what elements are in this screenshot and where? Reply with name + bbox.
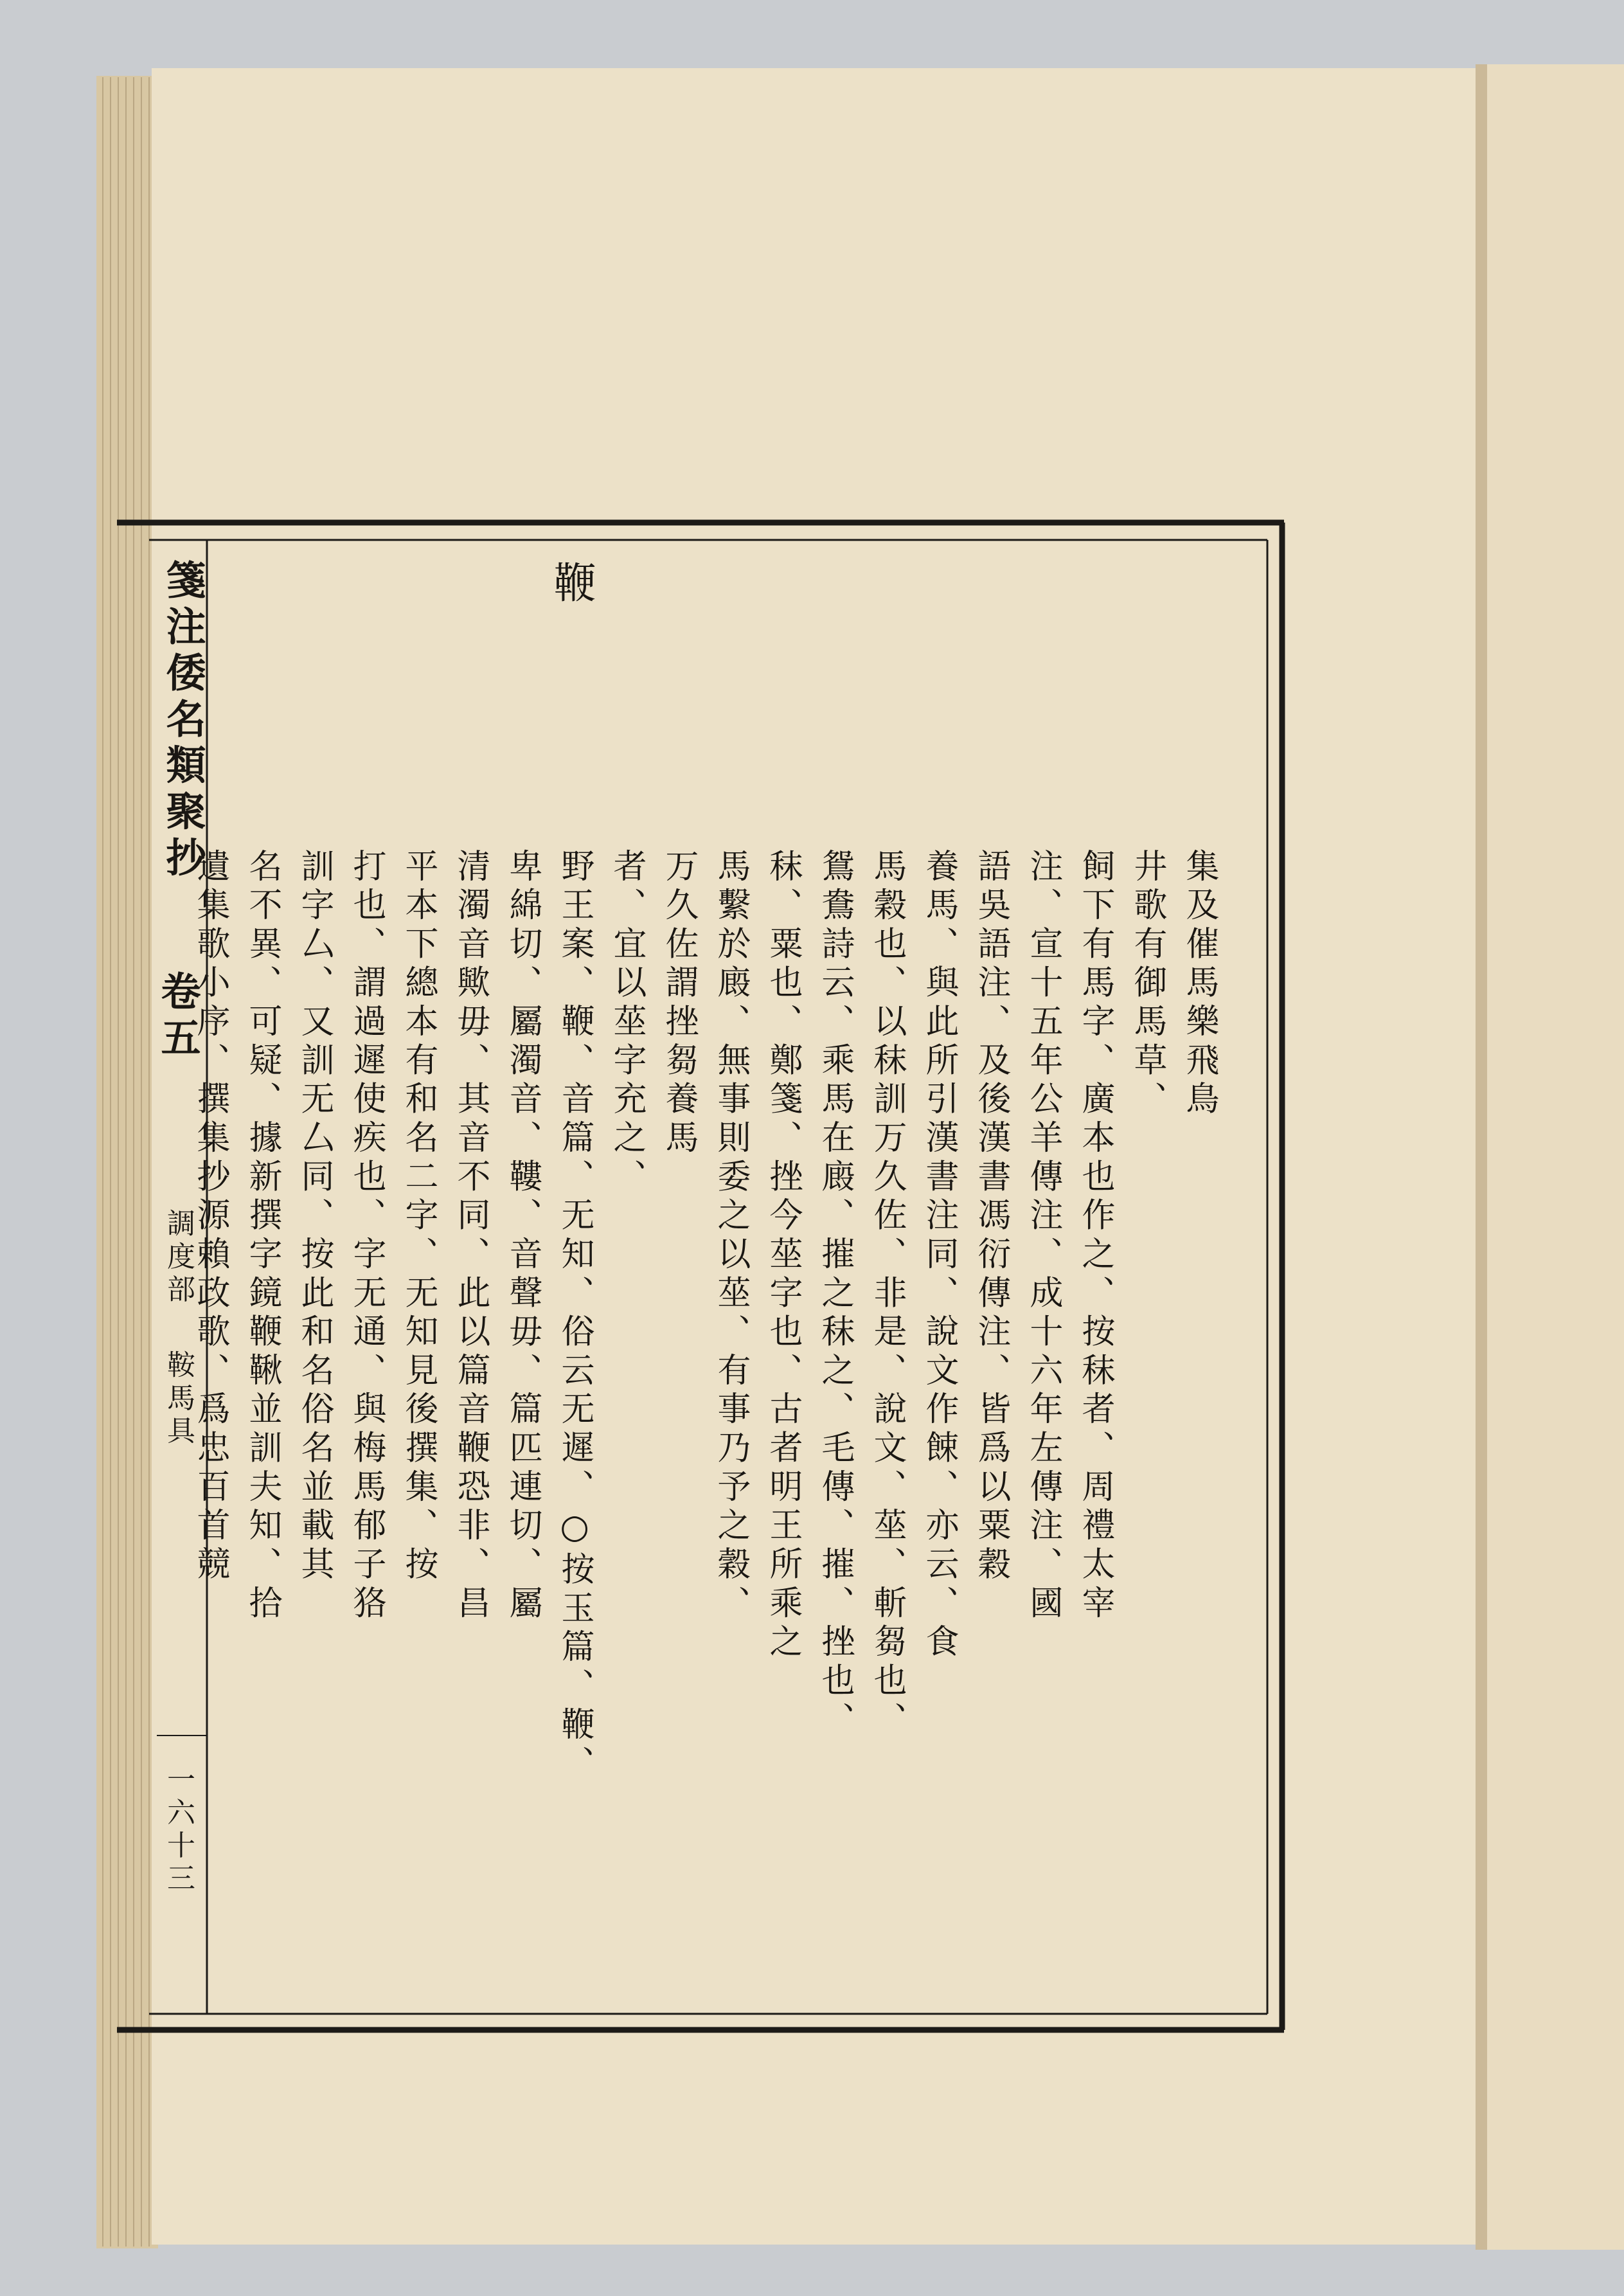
text-column: 鴛鴦詩云、乘馬在廄、摧之秣之、毛傳、摧、挫也、 (816, 848, 854, 1741)
volume-label: 卷五 (154, 971, 201, 1063)
text-column: 集及催馬樂飛鳥 (1180, 848, 1218, 1120)
text-column: 訓字厶、又訓无厶同、按此和名俗名並載其 (295, 848, 334, 1586)
text-column: 馬繫於廄、無事則委之以莝、有事乃予之穀、 (711, 848, 750, 1624)
text-column: 名不異、可疑、據新撰字鏡鞭鞦並訓夫知、拾 (243, 848, 281, 1624)
text-column: 打也、謂過遲使疾也、字无通、與梅馬郁子狢 (347, 848, 386, 1624)
text-column: 語吳語注、及後漢書馮衍傳注、皆爲以粟穀 (972, 848, 1010, 1586)
text-column: 卑綿切、屬濁音、鞻、音聲毋、篇匹連切、屬 (503, 848, 542, 1624)
text-column: 井歌有御馬草、 (1128, 848, 1166, 1120)
text-column: 万久佐謂挫芻養馬 (659, 848, 698, 1159)
text-column: 養馬、與此所引漢書注同、說文作餗、亦云、食 (920, 848, 958, 1663)
text-column: 注、宣十五年公羊傳注、成十六年左傳注、國 (1024, 848, 1062, 1624)
running-header (112, 559, 206, 1896)
text-column: 平本下總本有和名二字、无知見後撰集、按 (399, 848, 438, 1586)
text-columns (191, 836, 1266, 1993)
text-column: 馬穀也、以秣訓万久佐、非是、說文、莝、斬芻也、 (868, 848, 906, 1741)
subsection-label: 鞍馬具 (162, 1350, 195, 1449)
facing-page (1485, 64, 1624, 2250)
text-column: 秣、粟也、鄭箋、挫今莝字也、古者明王所乘之 (763, 848, 802, 1663)
text-column: 飼下有馬字、廣本也作之、按秣者、周禮太宰 (1076, 848, 1114, 1624)
text-column: 清濁音歟毋、其音不同、此以篇音鞭恐非、昌 (451, 848, 490, 1624)
book-title: 箋注倭名類聚抄 (159, 559, 206, 883)
page-number: 一六十三 (162, 1764, 195, 1896)
gutter-shadow (1476, 64, 1487, 2250)
text-column: 遺集歌小序、撰集抄源賴政歌、爲忠百首競 (191, 848, 229, 1586)
text-column: 野王案、鞭、音篇、无知、俗云无遲、○按玉篇、鞭、 (555, 848, 594, 1784)
section-label: 調度部 (162, 1208, 195, 1307)
entry-heading: 鞭 (546, 561, 596, 610)
text-column: 者、宜以莝字充之、 (607, 848, 646, 1197)
